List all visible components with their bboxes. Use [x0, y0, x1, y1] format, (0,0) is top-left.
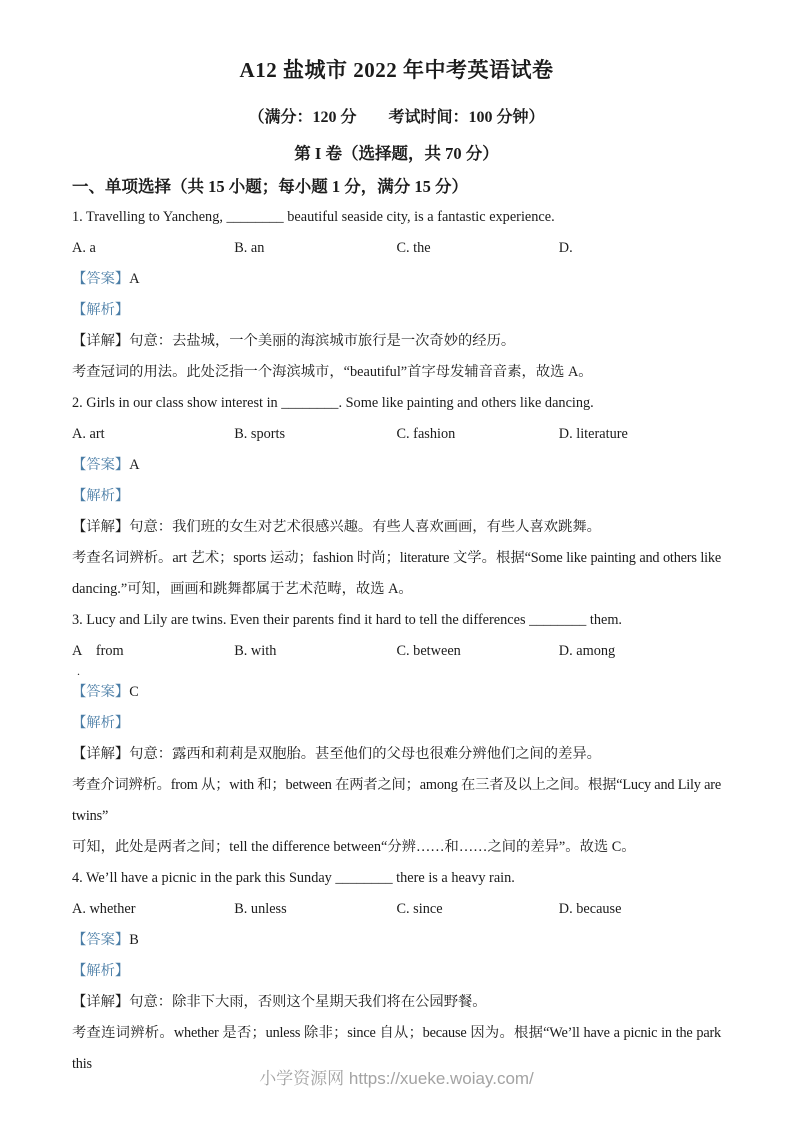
- options-row: [72, 419, 721, 450]
- option-item: B. sports: [234, 426, 286, 442]
- option-item: C. between: [396, 643, 461, 659]
- option-item: A. whether: [72, 901, 136, 917]
- options-row: [72, 636, 721, 667]
- answer-row: [72, 264, 721, 295]
- question-stem: 3. Lucy and Lily are twins. Even their parents find it hard to tell the differences ________ them.: [72, 612, 623, 628]
- option-item: A. art: [72, 426, 105, 442]
- options-row: [72, 894, 721, 925]
- explanation-line: 考查介词辨析。from 从；with 和；between 在两者之间；among 在三者及以上之间。根据“Lucy and Lily are twins”: [72, 777, 725, 824]
- stray-mark: .: [77, 664, 80, 678]
- explanation-line: 【详解】句意：我们班的女生对艺术很感兴趣。有些人喜欢画画，有些人喜欢跳舞。: [72, 519, 601, 535]
- question-stem: 2. Girls in our class show interest in ________. Some like painting and others like dancing.: [72, 395, 594, 411]
- section-heading: 一、单项选择（共 15 小题；每小题 1 分，满分 15 分）: [72, 177, 468, 196]
- analysis-row: [72, 481, 721, 512]
- explanation-block: [72, 739, 725, 863]
- answer-row: [72, 925, 721, 956]
- option-item: C. fashion: [396, 426, 456, 442]
- question-block: [72, 605, 725, 863]
- explanation-line: 考查名词辨析。art 艺术；sports 运动；fashion 时尚；literature 文学。根据“Some like painting and others like: [72, 550, 721, 566]
- option-item: D. because: [558, 901, 622, 917]
- explanation-line: 考查冠词的用法。此处泛指一个海滨城市，“beautiful”首字母发辅音音素，故选 A。: [72, 364, 593, 380]
- answer-value: A: [129, 457, 140, 473]
- options-row: [72, 233, 721, 264]
- explanation-line: 考查连词辨析。whether 是否；unless 除非；since 自从；because 因为。根据“We’ll have a picnic in the park this: [72, 1025, 725, 1072]
- questions-container: [72, 202, 725, 1080]
- explanation-block: [72, 326, 721, 388]
- analysis-label: 【解析】: [72, 488, 130, 504]
- question-stem: 1. Travelling to Yancheng, ________ beautiful seaside city, is a fantastic experience.: [72, 209, 555, 225]
- option-item: B. an: [234, 240, 265, 256]
- option-item: D.: [558, 240, 573, 256]
- option-item: D. among: [558, 643, 616, 659]
- part-heading: 第 I 卷（选择题，共 70 分）: [294, 144, 499, 163]
- question-block: [72, 863, 725, 1080]
- question-stem: 4. We’ll have a picnic in the park this Sunday ________ there is a heavy rain.: [72, 870, 515, 886]
- page-title: A12 盐城市 2022 年中考英语试卷: [239, 58, 554, 82]
- analysis-row: [72, 708, 721, 739]
- answer-value: A: [129, 271, 140, 287]
- option-item: B. with: [234, 643, 277, 659]
- analysis-row: [72, 295, 721, 326]
- answer-value: B: [129, 932, 139, 948]
- explanation-line: 可知，此处是两者之间；tell the difference between“分辨……和……之间的差异”。故选 C。: [72, 839, 636, 855]
- option-item: C. the: [396, 240, 431, 256]
- option-item: B. unless: [234, 901, 287, 917]
- explanation-line: dancing.”可知，画画和跳舞都属于艺术范畴，故选 A。: [72, 581, 413, 597]
- answer-value: C: [129, 684, 139, 700]
- answer-row: [72, 450, 721, 481]
- question-block: [72, 388, 721, 605]
- option-item: A from: [72, 643, 124, 659]
- option-item: D. literature: [558, 426, 628, 442]
- explanation-line: 【详解】句意：除非下大雨，否则这个星期天我们将在公园野餐。: [72, 994, 487, 1010]
- explanation-block: [72, 512, 721, 605]
- answer-row: [72, 677, 721, 708]
- score-time-subtitle: （满分：120 分 考试时间：100 分钟）: [248, 109, 545, 126]
- explanation-line: 【详解】句意：露西和莉莉是双胞胎。甚至他们的父母也很难分辨他们之间的差异。: [72, 746, 601, 762]
- option-item: A. a: [72, 240, 96, 256]
- analysis-label: 【解析】: [72, 963, 130, 979]
- question-block: [72, 202, 721, 388]
- answer-label: 【答案】: [72, 271, 130, 287]
- answer-label: 【答案】: [72, 932, 130, 948]
- answer-label: 【答案】: [72, 684, 130, 700]
- option-item: C. since: [396, 901, 443, 917]
- analysis-row: [72, 956, 721, 987]
- analysis-label: 【解析】: [72, 302, 130, 318]
- document-content: [72, 54, 725, 1080]
- answer-label: 【答案】: [72, 457, 130, 473]
- analysis-label: 【解析】: [72, 715, 130, 731]
- footer-watermark: 小学资源网 https://xueke.woiay.com/: [259, 1069, 534, 1088]
- explanation-line: 【详解】句意：去盐城，一个美丽的海滨城市旅行是一次奇妙的经历。: [72, 333, 516, 349]
